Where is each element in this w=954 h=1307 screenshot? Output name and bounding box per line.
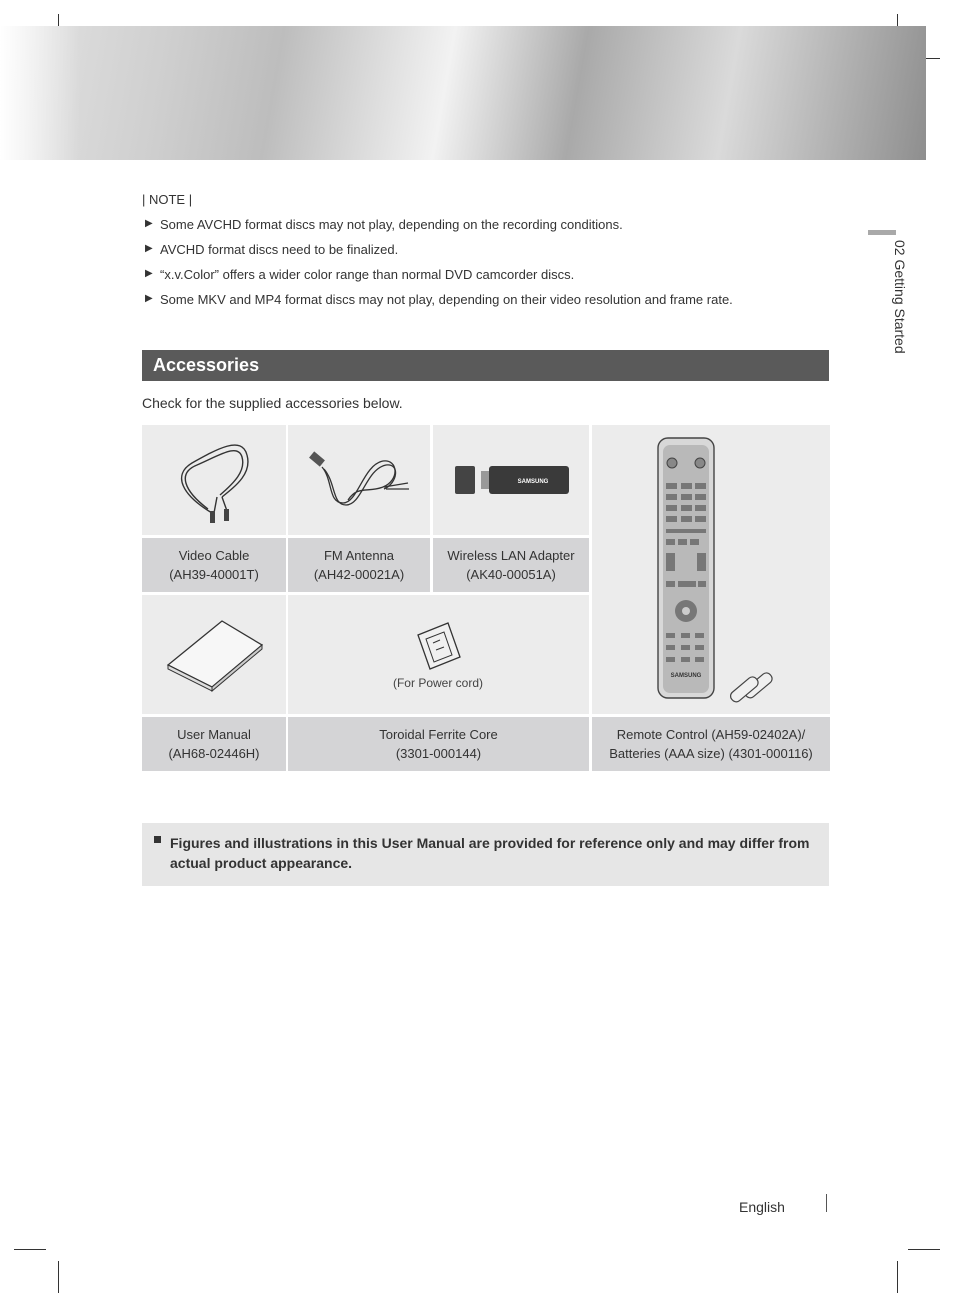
item-code: (AH68-02446H) bbox=[168, 746, 260, 761]
item-code: (AK40-00051A) bbox=[466, 567, 556, 582]
user-manual-image-cell bbox=[142, 595, 286, 714]
ferrite-core-label bbox=[288, 717, 589, 771]
section-header bbox=[142, 350, 829, 381]
note-item bbox=[142, 242, 733, 267]
fm-antenna-label bbox=[288, 538, 430, 592]
remote-image-cell bbox=[592, 425, 830, 714]
footer-divider bbox=[826, 1194, 827, 1212]
header-banner bbox=[0, 26, 926, 160]
user-manual-illustration bbox=[142, 595, 286, 714]
item-code: (3301-000144) bbox=[395, 746, 482, 761]
remote-brand: SAMSUNG bbox=[670, 673, 702, 679]
wlan-adapter-label bbox=[433, 538, 589, 592]
video-cable-illustration bbox=[142, 425, 286, 535]
ferrite-core-illustration bbox=[288, 595, 589, 714]
fm-antenna-image-cell bbox=[288, 425, 430, 535]
crop-mark bbox=[908, 1249, 940, 1250]
item-name: Remote Control (AH59-02402A)/ bbox=[616, 727, 806, 742]
item-name: Video Cable bbox=[178, 548, 250, 563]
note-list bbox=[142, 217, 733, 317]
figures-disclaimer-text: Figures and illustrations in this User Manual are provided for reference only and may differ from actual product appearance. bbox=[170, 835, 810, 871]
section-title: Accessories bbox=[153, 355, 260, 375]
bullet-arrow-icon: ▶ bbox=[145, 243, 153, 254]
item-code: (AH39-40001T) bbox=[169, 567, 259, 582]
wlan-adapter-brand: SAMSUNG bbox=[517, 479, 549, 485]
crop-mark bbox=[14, 1249, 46, 1250]
crop-mark bbox=[897, 1261, 898, 1293]
square-bullet-icon bbox=[154, 836, 161, 843]
wlan-adapter-image-cell bbox=[433, 425, 589, 535]
ferrite-core-image-cell bbox=[288, 595, 589, 714]
note-item bbox=[142, 267, 733, 292]
remote-illustration bbox=[592, 425, 830, 714]
bullet-arrow-icon: ▶ bbox=[145, 268, 153, 279]
chapter-tab-label: 02 Getting Started bbox=[892, 240, 908, 354]
item-name: User Manual bbox=[177, 727, 251, 742]
note-item bbox=[142, 292, 733, 317]
footer-language: English bbox=[739, 1199, 785, 1215]
item-name: FM Antenna bbox=[323, 548, 395, 563]
crop-mark bbox=[58, 1261, 59, 1293]
note-item bbox=[142, 217, 733, 242]
section-intro: Check for the supplied accessories below. bbox=[142, 395, 403, 411]
chapter-tab-marker bbox=[868, 230, 896, 235]
ferrite-core-caption: (For Power cord) bbox=[392, 676, 484, 690]
note-text: Some AVCHD format discs may not play, depending on the recording conditions. bbox=[160, 217, 623, 232]
user-manual-label bbox=[142, 717, 286, 771]
video-cable-image-cell bbox=[142, 425, 286, 535]
fm-antenna-illustration bbox=[288, 425, 430, 535]
item-code: Batteries (AAA size) (4301-000116) bbox=[609, 746, 813, 761]
item-name: Toroidal Ferrite Core bbox=[379, 727, 498, 742]
item-name: Wireless LAN Adapter bbox=[447, 548, 575, 563]
note-text: Some MKV and MP4 format discs may not play, depending on their video resolution and frame rate. bbox=[160, 292, 733, 307]
remote-label bbox=[592, 717, 830, 771]
note-text: AVCHD format discs need to be finalized. bbox=[160, 242, 399, 257]
wlan-adapter-illustration bbox=[433, 425, 589, 535]
bullet-arrow-icon: ▶ bbox=[145, 218, 153, 229]
note-text: “x.v.Color” offers a wider color range than normal DVD camcorder discs. bbox=[160, 267, 575, 282]
item-code: (AH42-00021A) bbox=[313, 567, 405, 582]
figures-disclaimer bbox=[142, 823, 829, 886]
bullet-arrow-icon: ▶ bbox=[145, 293, 153, 304]
note-title: | NOTE | bbox=[142, 192, 193, 207]
header-banner-fade bbox=[0, 26, 80, 160]
video-cable-label bbox=[142, 538, 286, 592]
